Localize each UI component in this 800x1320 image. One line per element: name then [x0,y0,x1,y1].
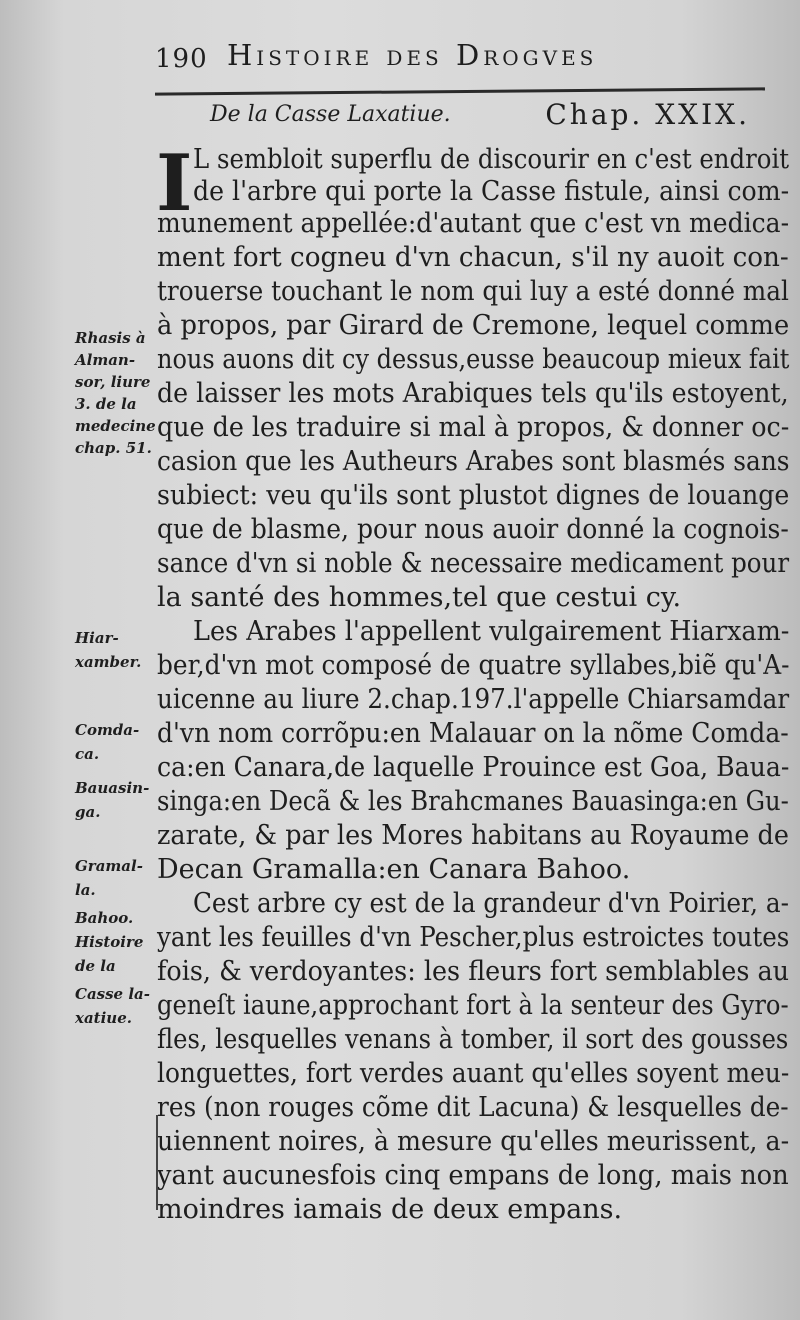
text-line: geneſt iaune,approchant fort à la senteur des Gyro- [157,990,789,1021]
chapter-subject: De la Casse Laxatiue. [210,102,451,127]
text-line: Decan Gramalla:en Canara Bahoo. [157,854,631,885]
margin-note: medecine [75,417,156,435]
text-line: singa:en Decã & les Brahcmanes Bauasinga:en Gu- [157,786,789,817]
text-line: de l'arbre qui porte la Casse fistule, ainsi com- [193,176,790,207]
header-rule [155,87,765,95]
text-line: yant les feuilles d'vn Pescher,plus estroictes toutes [157,922,790,953]
margin-note: Gramal- [75,857,143,875]
margin-note: Bauasin- [75,779,150,797]
margin-note: ca. [75,745,100,763]
margin-note: de la [75,957,116,975]
text-line: moindres iamais de deux empans. [157,1194,623,1225]
text-line: de laisser les mots Arabiques tels qu'ils estoyent, [157,378,789,409]
text-line: trouerse touchant le nom qui luy a esté donné mal [157,276,789,307]
text-line: ber,d'vn mot composé de quatre syllabes,biẽ qu'A- [157,650,790,681]
text-line: subiect: veu qu'ils sont plustot dignes de louange [157,480,790,511]
margin-note: Histoire [75,933,144,951]
text-line: uicenne au liure 2.chap.197.l'appelle Chiarsamdar [157,684,790,715]
margin-note: chap. 51. [75,439,152,457]
text-line: Les Arabes l'appellent vulgairement Hiarxam- [193,616,790,647]
text-line: à propos, par Girard de Cremone, lequel comme [157,310,790,341]
margin-note: Casse la- [75,985,150,1003]
text-line: munement appellée:d'autant que c'est vn medica- [157,208,790,239]
margin-note: 3. de la [75,395,137,413]
margin-note: ga. [75,803,101,821]
text-line: que de les traduire si mal à propos, & donner oc- [157,412,790,443]
page-number: 190 [155,44,208,74]
text-line: nous auons dit cy dessus,eusse beaucoup mieux fait [157,344,790,375]
text-line: ca:en Canara,de laquelle Prouince est Goa, Baua- [157,752,790,783]
text-line: longuettes, fort verdes auant qu'elles soyent meu- [157,1058,790,1089]
margin-note: Alman- [75,351,136,369]
text-line: res (non rouges cõme dit Lacuna) & lesquelles de- [157,1092,789,1123]
text-line: uiennent noires, à mesure qu'elles meurissent, a- [157,1126,790,1157]
text-line: d'vn nom corrõpu:en Malauar on la nõme Comda- [157,718,789,749]
text-line: sance d'vn si noble & necessaire medicament pour [157,548,790,579]
text-line: L sembloit superflu de discourir en c'est endroit [193,144,790,175]
margin-note: xatiue. [75,1009,132,1027]
margin-note: Hiar- [75,629,119,647]
text-line: fles, lesquelles venans à tomber, il sort des gousses [157,1024,789,1055]
text-line: que de blasme, pour nous auoir donné la cognois- [157,514,789,545]
text-line: la santé des hommes,tel que cestui cy. [157,582,682,613]
margin-note: Bahoo. [75,909,134,927]
margin-note: Rhasis à [75,329,146,347]
margin-note: xamber. [75,653,142,671]
drop-cap: I [156,138,193,229]
text-line: Cest arbre cy est de la grandeur d'vn Poirier, a- [193,888,789,919]
text-line: fois, & verdoyantes: les fleurs fort semblables au [157,956,790,987]
running-title: Histoire des Drogves [227,38,598,72]
text-line: yant aucunesfois cinq empans de long, mais non [157,1160,789,1191]
margin-note: Comda- [75,721,140,739]
text-line: ment fort cogneu d'vn chacun, s'il ny auoit con- [157,242,789,273]
margin-note: la. [75,881,96,899]
chapter-heading [210,98,770,138]
margin-note: sor, liure [75,373,151,391]
chapter-number: Chap. XXIX. [545,98,750,131]
text-line: casion que les Autheurs Arabes sont blasmés sans [157,446,790,477]
page-header [155,34,755,80]
margin-bracket [156,1115,164,1210]
text-line: zarate, & par les Mores habitans au Royaume de [157,820,789,851]
